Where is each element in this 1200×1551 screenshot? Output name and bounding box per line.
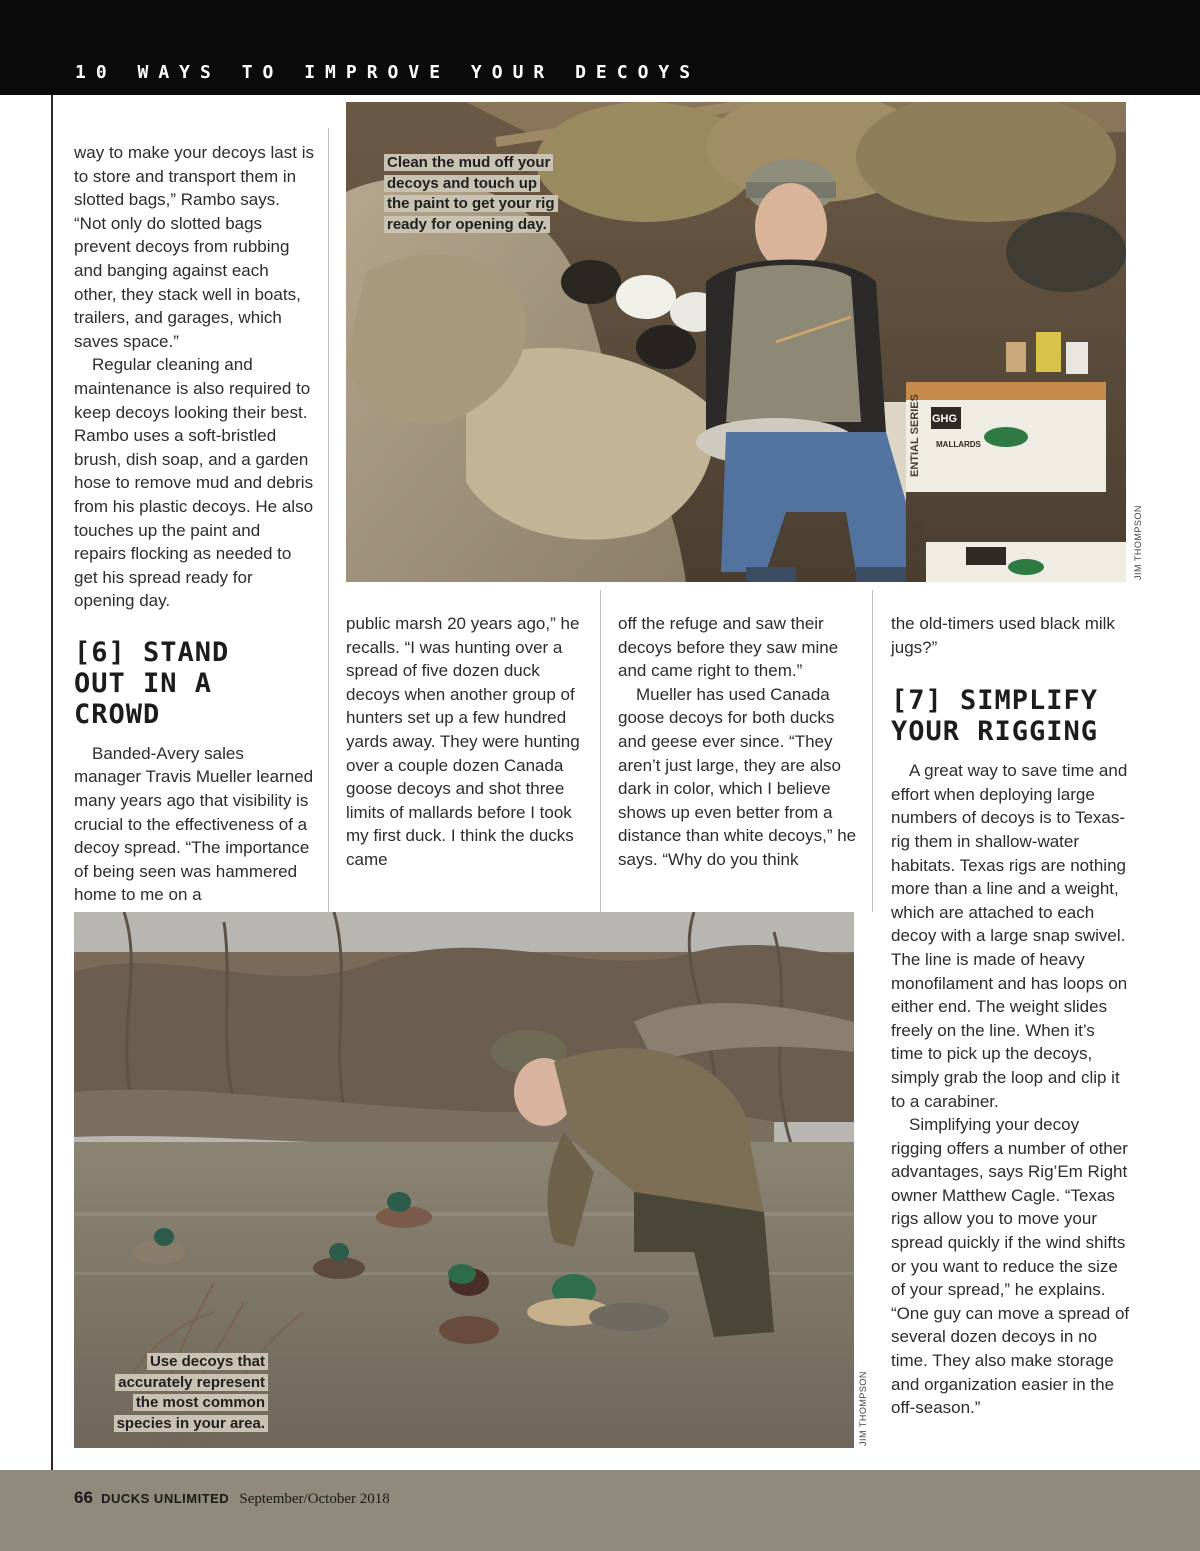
box-label-mallards: MALLARDS (936, 440, 981, 449)
body-paragraph: the old-timers used black milk jugs?” (891, 614, 1115, 657)
body-paragraph: way to make your decoys last is to store and transport them in slotted bags,” Rambo says. “Not only do slotted bags prevent decoys from rubbing and banging against each other, they stack well in boats, trailers, and garages, which saves space.” (74, 143, 314, 351)
body-paragraph: public marsh 20 years ago,” he recalls. “I was hunting over a spread of five dozen duck decoys when another group of hunters set up a few hundred yards away. They were hunting over a couple dozen Canada goose decoys and shot three limits of mallards before I took my first duck. I think the ducks came (346, 614, 580, 869)
body-paragraph: Banded-Avery sales manager Travis Mueller learned many years ago that visibility is crucial to the effectiveness of a decoy spread. “The importance of being seen was hammered home to me on a (74, 743, 314, 905)
section-heading-6: [6] STAND OUT IN A CROWD (74, 636, 230, 730)
photo-credit-bottom: JIM THOMPSON (858, 1371, 868, 1446)
body-paragraph: A great way to save time and effort when deploying large numbers of decoys is to Texas-rig them in shallow-water habitats. Texas rigs are nothing more than a line and a weight, which are attached to each decoy with a large snap swivel. The line is made of heavy monofilament and has loops on either end. The weight slides freely on the line. When it’s time to pick up the decoys, simply grab the loop and clip it to a carabiner. (891, 761, 1128, 1111)
folio (74, 1488, 390, 1508)
column-rule (600, 590, 601, 912)
column-rule (328, 128, 329, 912)
body-paragraph: Mueller has used Canada goose decoys for both ducks and geese ever since. “They aren’t just large, they are also dark in color, which I believe shows up even better from a distance than white decoys,” he says. “Why do you think (618, 684, 857, 869)
section-heading-7: [7] SIMPLIFY YOUR RIGGING (891, 685, 1099, 748)
running-head: 10 WAYS TO IMPROVE YOUR DECOYS (75, 62, 701, 83)
column-2 (346, 612, 586, 872)
column-4 (891, 612, 1131, 1420)
box-label-series-2: ENTIAL SERIES (909, 394, 921, 477)
photo-credit-top: JIM THOMPSON (1133, 505, 1143, 580)
left-margin-rule (51, 95, 53, 1551)
footer-band (0, 1470, 1200, 1551)
column-3 (618, 612, 858, 872)
body-paragraph: off the refuge and saw their decoys before they saw mine and came right to them.” (618, 614, 839, 681)
column-1 (74, 141, 314, 907)
photo-caption-bottom-text: Use decoys that accurately represent the most common species in your area. (114, 1353, 268, 1432)
body-paragraph: Regular cleaning and maintenance is also required to keep decoys looking their best. Rambo uses a soft-bristled brush, dish soap, and a garden hose to remove mud and debris from his plastic decoys. He also touches up the paint and repairs flocking as needed to get his spread ready for opening day. (74, 355, 314, 611)
photo-caption-top (384, 153, 559, 235)
box-label-series: SERIES (910, 520, 926, 572)
issue-date: September/October 2018 (239, 1491, 390, 1507)
page-number: 66 (74, 1488, 93, 1507)
column-rule (872, 590, 873, 912)
magazine-name: DUCKS UNLIMITED (101, 1491, 230, 1506)
photo-caption-bottom (100, 1352, 268, 1434)
body-paragraph: Simplifying your decoy rigging offers a number of other advantages, says Rig’Em Right owner Matthew Cagle. “Texas rigs allow you to move your spread quickly if the wind shifts or you want to reduce the size of your spread,” he explains. “One guy can move a spread of several dozen decoys in no time. They also make storage and organization easier in the off-season.” (891, 1115, 1130, 1418)
photo-caption-top-text: Clean the mud off your decoys and touch up the paint to get your rig ready for opening day. (384, 154, 558, 233)
box-label-ghg: GHG (932, 413, 958, 425)
